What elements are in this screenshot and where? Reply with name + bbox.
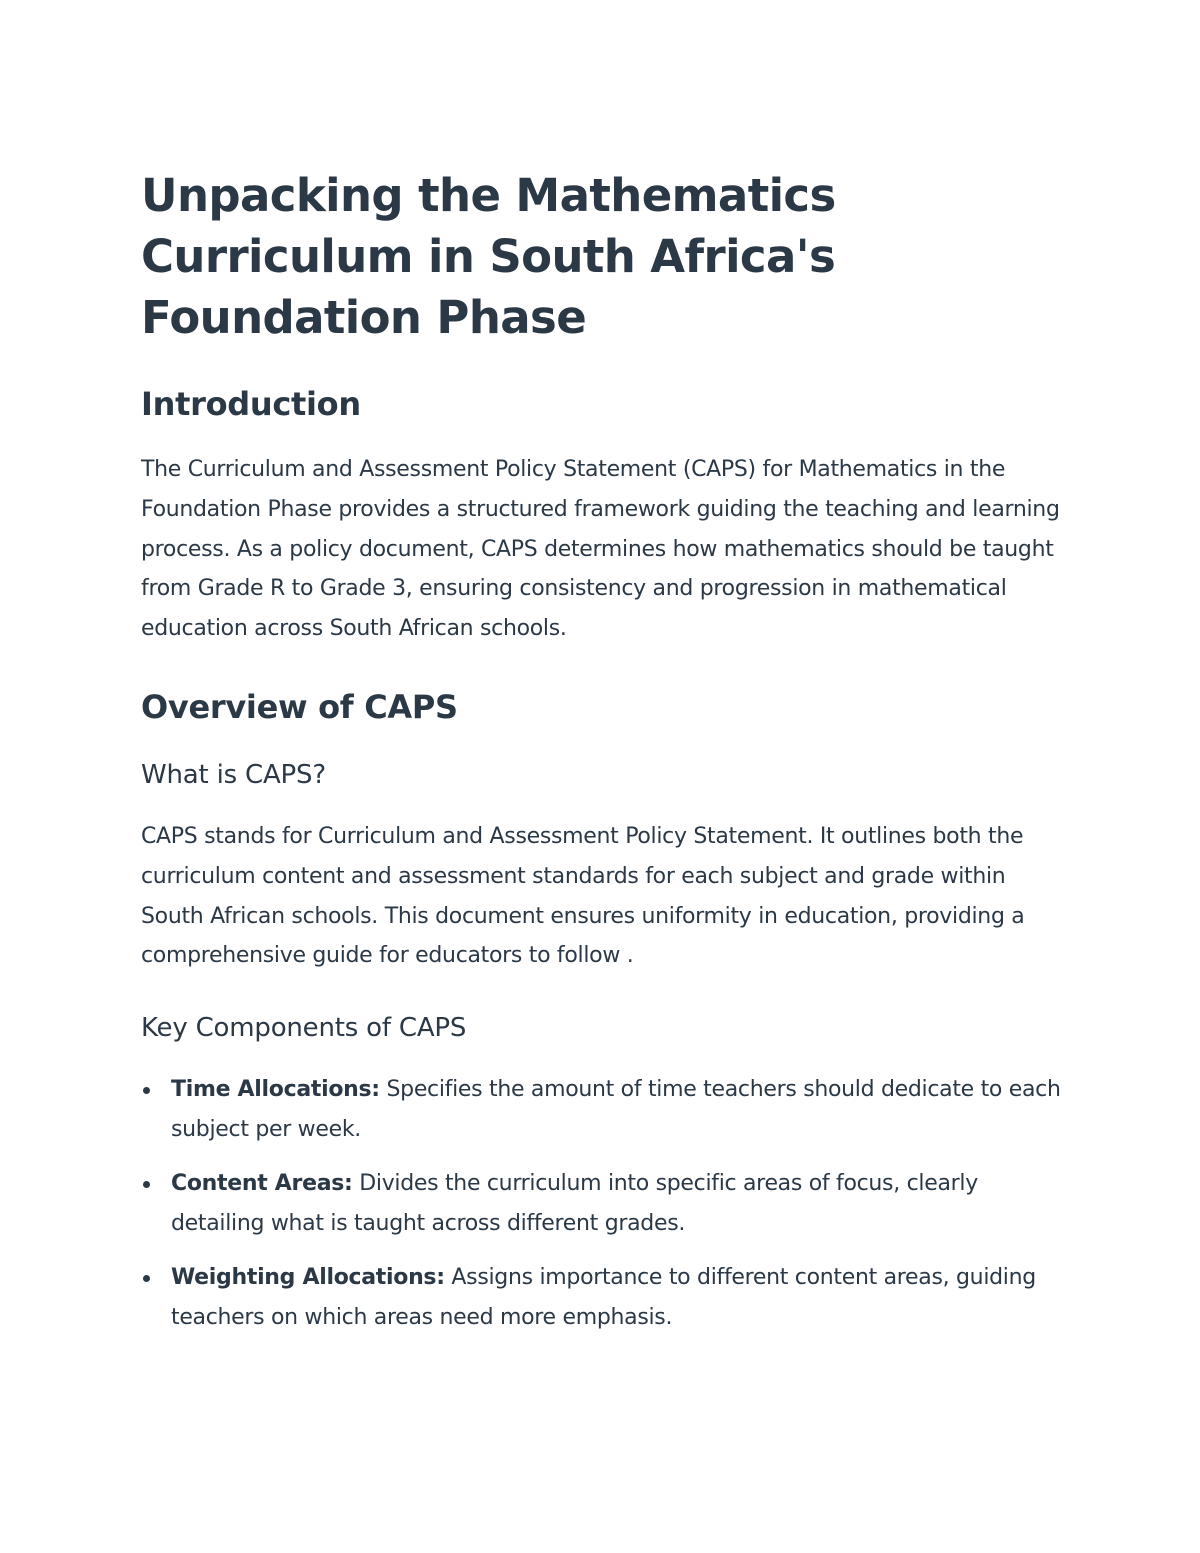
what-is-caps-heading: What is CAPS? (141, 759, 326, 790)
overview-heading: Overview of CAPS (141, 687, 458, 726)
introduction-paragraph: The Curriculum and Assessment Policy Statement (CAPS) for Mathematics in the Foundation Phase provides a structured framework guiding the teaching and learning process. As a policy document, CAPS determines how mathematics should be taught from Grade R to Grade 3, ensuring consistency and progression in mathematical education across South African schools. (141, 457, 1060, 642)
list-item (141, 1164, 1061, 1244)
what-is-caps-paragraph: CAPS stands for Curriculum and Assessment Policy Statement. It outlines both the curriculum content and assessment standards for each subject and grade within South African schools. This document ensures uniformity in education, providing a comprehensive guide for educators to follow . (141, 823, 1025, 969)
list-item (141, 1258, 1061, 1338)
bullet-icon (143, 1275, 150, 1282)
bullet-icon (143, 1087, 150, 1094)
list-item-description: Specifies the amount of time teachers should dedicate to each subject per week. (171, 1077, 1061, 1143)
document-title: Unpacking the Mathematics Curriculum in South Africa's Foundation Phase (141, 169, 836, 344)
key-components-heading: Key Components of CAPS (141, 1013, 467, 1044)
document-page (141, 165, 1061, 1352)
key-components-list (141, 1070, 1061, 1338)
list-item-term: Content Areas: (171, 1171, 353, 1197)
introduction-heading: Introduction (141, 385, 361, 423)
list-item (141, 1070, 1061, 1150)
bullet-icon (143, 1181, 150, 1188)
list-item-description: Divides the curriculum into specific areas of focus, clearly detailing what is taught across different grades. (171, 1171, 978, 1237)
list-item-term: Time Allocations: (171, 1077, 380, 1103)
list-item-description: Assigns importance to different content areas, guiding teachers on which areas need more emphasis. (171, 1265, 1036, 1331)
list-item-term: Weighting Allocations: (171, 1265, 445, 1291)
